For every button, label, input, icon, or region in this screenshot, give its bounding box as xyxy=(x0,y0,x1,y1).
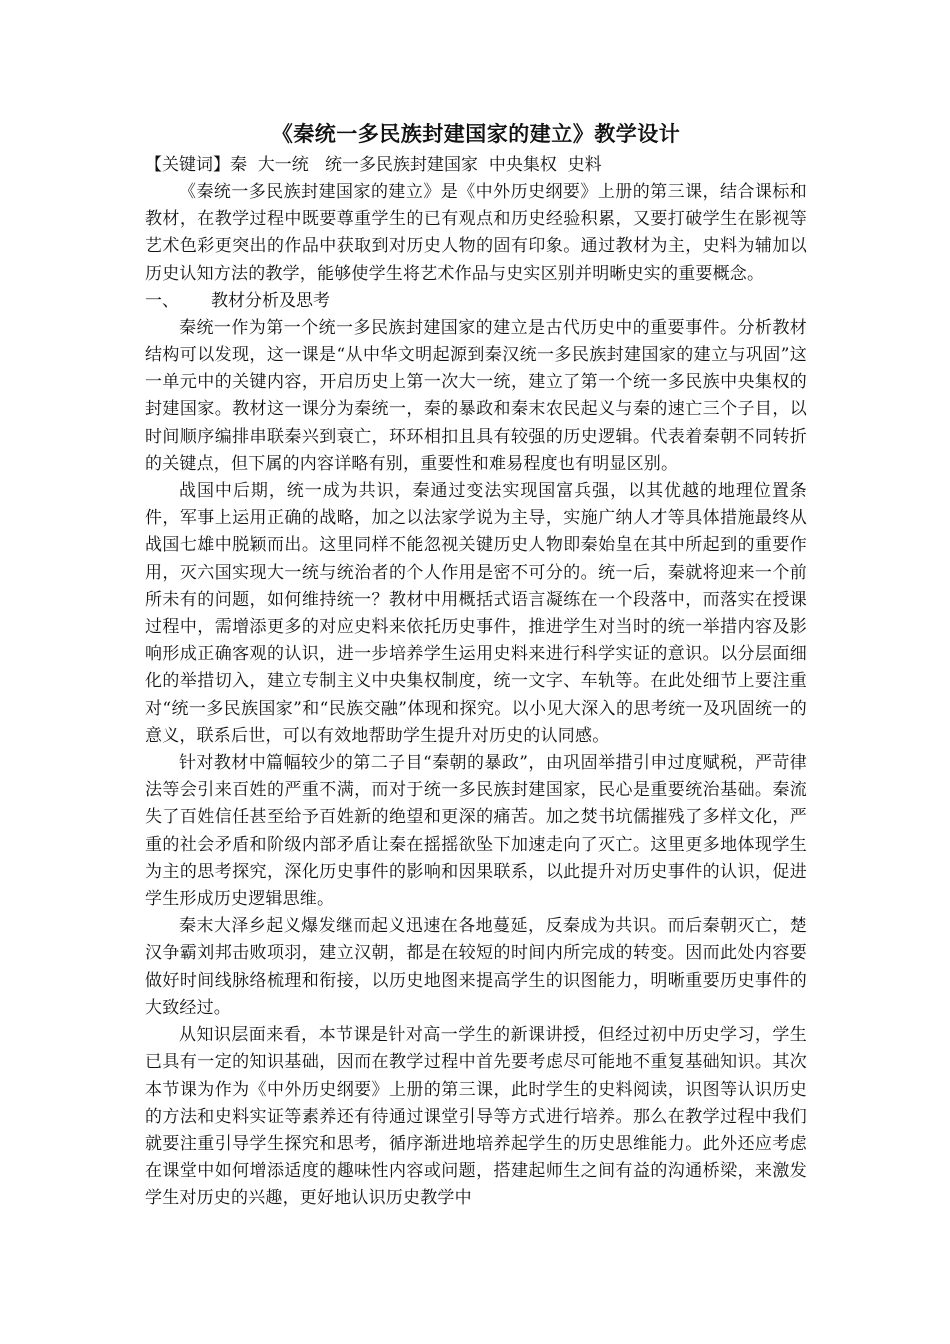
keywords-line: 【关键词】秦 大一统 统一多民族封建国家 中央集权 史料 xyxy=(145,155,602,175)
intro-paragraph: 《秦统一多民族封建国家的建立》是《中外历史纲要》上册的第三课，结合课标和教材，在教学过程中既要尊重学生的已有观点和历史经验积累，又要打破学生在影视等艺术色彩更突出的作品中获取到对历史人物的固有印象。通过教材为主，史料为辅加以历史认知方法的教学，能够使学生将艺术作品与史实区别并明晰史实的重要概念。 xyxy=(145,182,807,284)
body-paragraph: 秦末大泽乡起义爆发继而起义迅速在各地蔓延，反秦成为共识。而后秦朝灭亡，楚汉争霸刘邦击败项羽，建立汉朝，都是在较短的时间内所完成的转变。因而此处内容要做好时间线脉络梳理和衔接，以历史地图来提高学生的识图能力，明晰重要历史事件的大致经过。 xyxy=(145,916,807,1018)
document-page xyxy=(145,118,807,1213)
section-heading xyxy=(145,288,807,315)
body-paragraph: 从知识层面来看，本节课是针对高一学生的新课讲授，但经过初中历史学习，学生已具有一定的知识基础，因而在教学过程中首先要考虑尽可能地不重复基础知识。其次本节课为作为《中外历史纲要》上册的第三课，此时学生的史料阅读，识图等认识历史的方法和史料实证等素养还有待通过课堂引导等方式进行培养。那么在教学过程中我们就要注重引导学生探究和思考，循序渐进地培养起学生的历史思维能力。此外还应考虑在课堂中如何增添适度的趣味性内容或问题，搭建起师生之间有益的沟通桥梁，来激发学生对历史的兴趣，更好地认识历史教学中 xyxy=(145,1025,807,1209)
document-title: 《秦统一多民族封建国家的建立》教学设计 xyxy=(271,121,681,146)
section-title: 教材分析及思考 xyxy=(211,290,330,311)
body-paragraph: 秦统一作为第一个统一多民族封建国家的建立是古代历史中的重要事件。分析教材结构可以发现，这一课是“从中华文明起源到秦汉统一多民族封建国家的建立与巩固”这一单元中的关键内容，开启历史上第一次大一统，建立了第一个统一多民族中央集权的封建国家。教材这一课分为秦统一，秦的暴政和秦末农民起义与秦的速亡三个子目，以时间顺序编排串联秦兴到衰亡，环环相扣且具有较强的历史逻辑。代表着秦朝不同转折的关键点，但下属的内容详略有别，重要性和难易程度也有明显区别。 xyxy=(145,317,807,474)
body-paragraph: 战国中后期，统一成为共识，秦通过变法实现国富兵强，以其优越的地理位置条件，军事上运用正确的战略，加之以法家学说为主导，实施广纳人才等具体措施最终从战国七雄中脱颖而出。这里同样不能忽视关键历史人物即秦始皇在其中所起到的重要作用，灭六国实现大一统与统治者的个人作用是密不可分的。统一后，秦就将迎来一个前所未有的问题，如何维持统一？教材中用概括式语言凝练在一个段落中，而落实在授课过程中，需增添更多的对应史料来依托历史事件，推进学生对当时的统一举措内容及影响形成正确客观的认识，进一步培养学生运用史料来进行科学实证的意识。以分层面细化的举措切入，建立专制主义中央集权制度，统一文字、车轨等。在此处细节上要注重对“统一多民族国家”和“民族交融”体现和探究。以小见大深入的思考统一及巩固统一的意义，联系后世，可以有效地帮助学生提升对历史的认同感。 xyxy=(145,481,807,746)
section-number: 一、 xyxy=(145,290,179,311)
body-paragraph: 针对教材中篇幅较少的第二子目“秦朝的暴政”，由巩固举措引申过度赋税，严苛律法等会引来百姓的严重不满，而对于统一多民族封建国家，民心是重要统治基础。秦流失了百姓信任甚至给予百姓新的绝望和更深的痛苦。加之焚书坑儒摧残了多样文化，严重的社会矛盾和阶级内部矛盾让秦在摇摇欲坠下加速走向了灭亡。这里更多地体现学生为主的思考探究，深化历史事件的影响和因果联系，以此提升对历史事件的认识，促进学生形成历史逻辑思维。 xyxy=(145,753,807,910)
